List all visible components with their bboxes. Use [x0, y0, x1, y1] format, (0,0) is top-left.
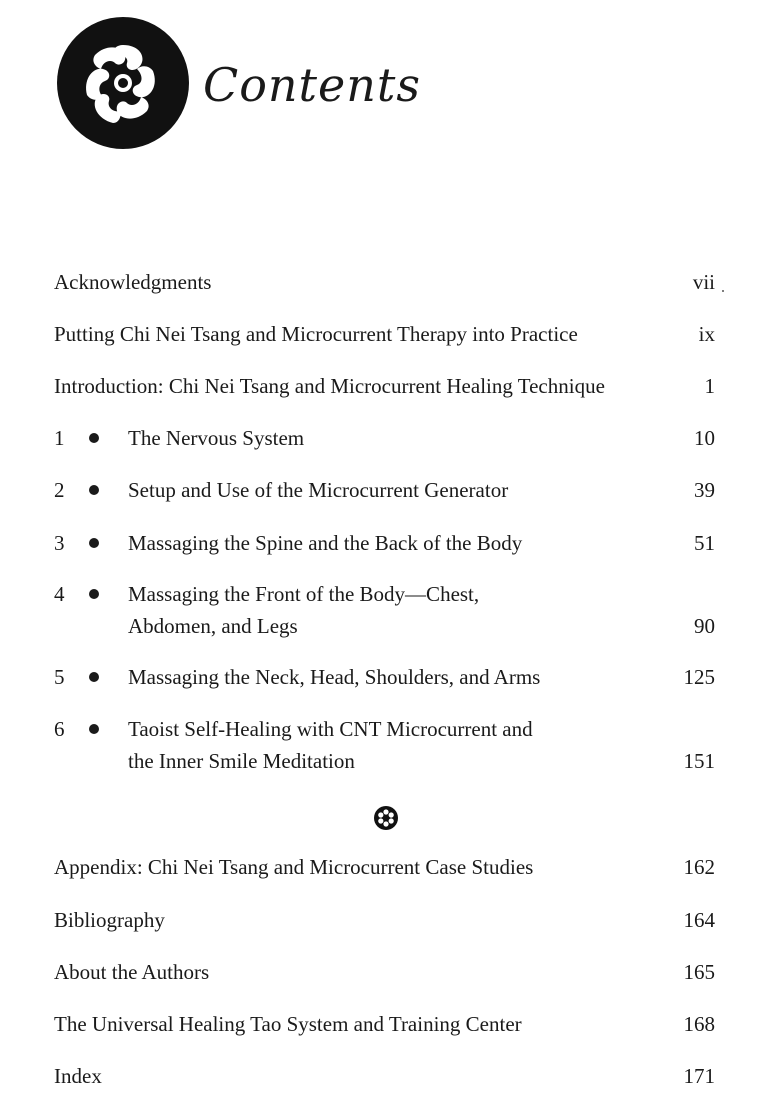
toc-chapter-4[interactable] — [0, 578, 780, 642]
flower-ornament-icon — [373, 805, 399, 831]
toc-entry-page: 164 — [683, 908, 715, 932]
chapter-number: 1 — [54, 426, 65, 450]
toc-entry-label: About the Authors — [54, 960, 210, 984]
toc-chapter-1[interactable] — [0, 422, 780, 454]
chapter-page: 151 — [683, 749, 715, 773]
toc-entry-introduction[interactable] — [0, 370, 780, 402]
bullet-icon — [89, 724, 99, 734]
toc-entry-appendix[interactable] — [0, 851, 780, 883]
toc-chapter-2[interactable] — [0, 474, 780, 506]
chapter-page: 51 — [694, 531, 715, 555]
bullet-icon — [89, 433, 99, 443]
toc-entry-page: ix — [698, 322, 715, 346]
toc-entry-label: Bibliography — [54, 908, 165, 932]
chapter-number: 4 — [54, 582, 65, 606]
chapter-title-line-2: the Inner Smile Meditation — [128, 749, 355, 773]
chapter-number: 2 — [54, 478, 65, 502]
toc-entry-acknowledgments[interactable] — [0, 266, 780, 298]
bullet-icon — [89, 672, 99, 682]
toc-entry-about-authors[interactable] — [0, 956, 780, 988]
toc-entry-page: vii — [692, 270, 715, 294]
toc-entry-page: 1 — [704, 374, 715, 398]
toc-chapter-5[interactable] — [0, 661, 780, 693]
chapter-number: 6 — [54, 717, 65, 741]
chapter-page: 10 — [694, 426, 715, 450]
bullet-icon — [89, 589, 99, 599]
chapter-number: 3 — [54, 531, 65, 555]
toc-entry-label: Putting Chi Nei Tsang and Microcurrent Therapy into Practice — [54, 322, 578, 346]
toc-entry-page: 162 — [683, 855, 715, 879]
toc-entry-universal-healing-tao[interactable] — [0, 1008, 780, 1040]
toc-entry-label: The Universal Healing Tao System and Training Center — [54, 1012, 522, 1036]
bullet-icon — [89, 538, 99, 548]
toc-chapter-6[interactable] — [0, 713, 780, 777]
toc-entry-label: Index — [54, 1064, 102, 1088]
toc-entry-page: 165 — [683, 960, 715, 984]
chapter-page: 125 — [683, 665, 715, 689]
chapter-title-line-1: Massaging the Front of the Body—Chest, — [128, 582, 480, 606]
chapter-page: 39 — [694, 478, 715, 502]
toc-entry-page: 168 — [683, 1012, 715, 1036]
toc-entry-label: Acknowledgments — [54, 270, 212, 294]
page-title: Contents — [203, 58, 421, 112]
chapter-title: Massaging the Neck, Head, Shoulders, and Arms — [128, 665, 541, 689]
chapter-page: 90 — [694, 614, 715, 638]
chapter-title: Setup and Use of the Microcurrent Generator — [128, 478, 509, 502]
chapter-title-line-2: Abdomen, and Legs — [128, 614, 298, 638]
swirl-rosette-icon — [55, 15, 191, 151]
bullet-icon — [89, 485, 99, 495]
toc-entry-bibliography[interactable] — [0, 904, 780, 936]
chapter-title: The Nervous System — [128, 426, 305, 450]
toc-entry-putting-into-practice[interactable] — [0, 318, 780, 350]
toc-entry-label: Appendix: Chi Nei Tsang and Microcurrent Case Studies — [54, 855, 534, 879]
chapter-number: 5 — [54, 665, 65, 689]
toc-chapter-3[interactable] — [0, 527, 780, 559]
chapter-title: Massaging the Spine and the Back of the Body — [128, 531, 523, 555]
toc-entry-page: 171 — [683, 1064, 715, 1088]
toc-entry-label: Introduction: Chi Nei Tsang and Microcurrent Healing Technique — [54, 374, 605, 398]
toc-entry-index[interactable] — [0, 1060, 780, 1092]
chapter-title-line-1: Taoist Self-Healing with CNT Microcurrent and — [128, 717, 533, 741]
